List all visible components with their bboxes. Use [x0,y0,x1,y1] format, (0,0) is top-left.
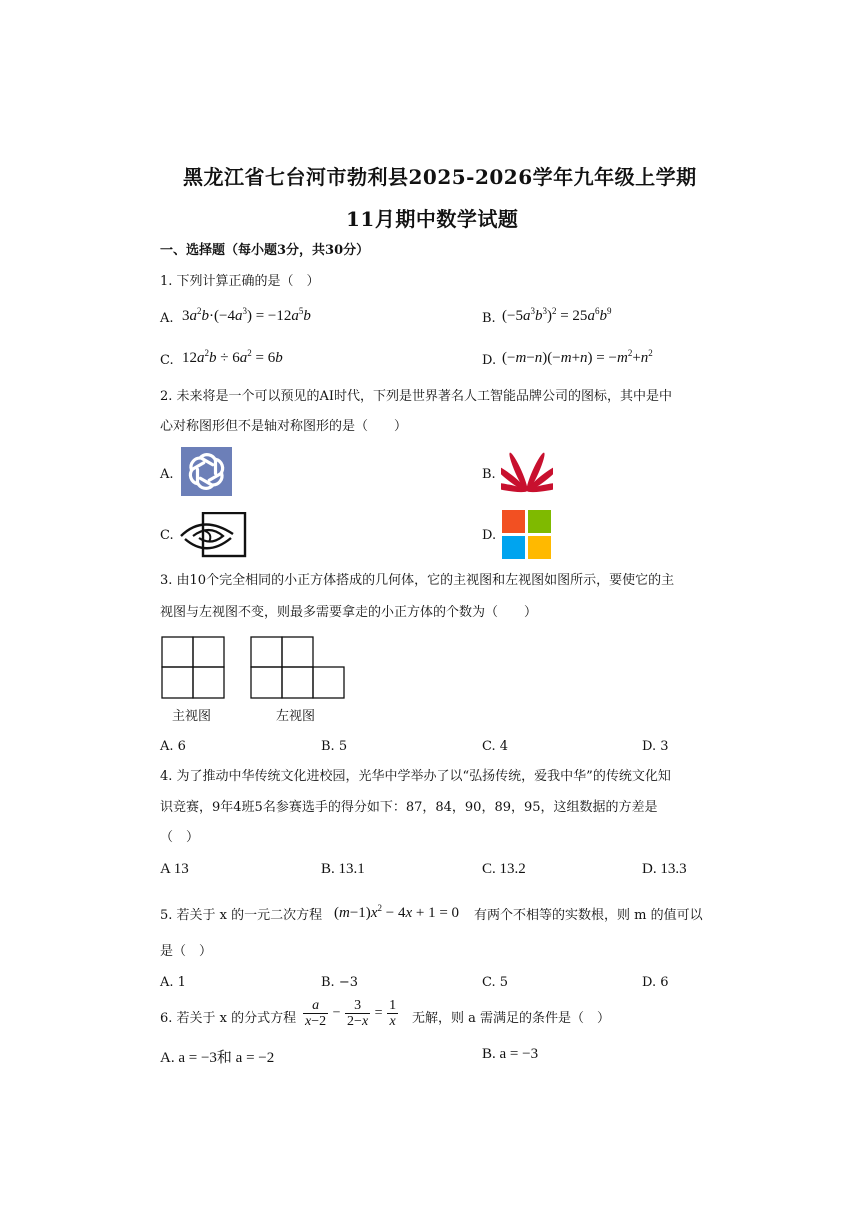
title-line-1: 黑龙江省七台河市勃利县2025-2026学年九年级上学期 [183,165,697,189]
left-view-caption: 左视图 [276,709,316,724]
front-view-diagram [161,636,225,699]
q4-option-d: D. 13.3 [642,861,687,877]
q2-option-c-label: C. [160,528,174,543]
title-line-2: 11月期中数学试题 [346,207,519,231]
q6-option-b: B. a = −3 [482,1046,539,1062]
microsoft-logo-icon [502,510,551,559]
q5-stem-suffix: 有两个不相等的实数根，则 m 的值可以 [474,908,703,923]
q4-option-a: A 13 [160,861,189,877]
q4-option-b: B. 13.1 [321,861,365,877]
q5-option-c: C. 5 [482,975,509,990]
q3-stem-line-1: 3. 由10个完全相同的小正方体搭成的几何体，它的主视图和左视图如图所示，要使它的主 [160,573,675,588]
left-view-diagram [250,636,345,699]
q1-option-b-label: B. [482,311,496,326]
q6-stem-prefix: 6. 若关于 x 的分式方程 [160,1011,297,1026]
q5-stem-prefix: 5. 若关于 x 的一元二次方程 [160,908,323,923]
q1-option-c-label: C. [160,353,174,368]
q2-option-a-label: A. [160,467,174,482]
q2-stem-line-1: 2. 未来将是一个可以预见的AI时代，下列是世界著名人工智能品牌公司的图标，其中是中 [160,389,673,404]
q4-stem-line-3: （ ） [160,830,200,845]
q1-option-a-formula: $3a^2b\cdot(-4a^3) = -12a^5b$ [182,306,311,324]
q1-option-c-formula: $12a^2b \div 6a^2 = 6b$ [182,348,283,366]
q1-stem: 1. 下列计算正确的是（ ） [160,274,320,289]
q1-option-b-formula: $(-5a^3b^3)^2 = 25a^6b^9$ [502,306,612,324]
q5-option-a: A. 1 [160,975,186,990]
q1-option-d-formula: $(-m-n)(-m+n) = -m^2+n^2$ [502,348,653,366]
q5-stem-line-2: 是（ ） [160,944,213,959]
q1-option-d-label: D. [482,353,497,368]
q3-option-d: D. 3 [642,739,669,754]
q2-option-d-label: D. [482,528,497,543]
front-view-caption: 主视图 [172,709,212,724]
q3-stem-line-2: 视图与左视图不变，则最多需要拿走的小正方体的个数为（ ） [160,605,538,620]
q5-equation: $(m-1)x^2 - 4x + 1 = 0$ [334,903,460,921]
openai-logo-icon [181,447,232,496]
section-header: 一、选择题（每小题3分，共30分） [160,243,370,258]
q4-stem-line-1: 4. 为了推动中华传统文化进校园，光华中学举办了以“弘扬传统，爱我中华”的传统文化知 [160,769,671,784]
nvidia-logo-icon [179,512,247,558]
q6-option-a: A. a = −3和 a = −2 [160,1050,275,1066]
q6-stem-suffix: 无解，则 a 需满足的条件是（ ） [412,1011,611,1026]
q5-option-d: D. 6 [642,975,669,990]
q4-stem-line-2: 识竞赛，9年4班5名参赛选手的得分如下：87，84，90，89，95，这组数据的方差是 [160,800,658,815]
q3-option-a: A. 6 [160,739,186,754]
q2-option-b-label: B. [482,467,496,482]
q3-option-b: B. 5 [321,739,348,754]
q5-option-b: B. −3 [321,975,358,990]
q2-stem-line-2: 心对称图形但不是轴对称图形的是（ ） [160,419,408,434]
q3-option-c: C. 4 [482,739,509,754]
q1-option-a-label: A. [160,311,174,326]
q4-option-c: C. 13.2 [482,861,526,877]
huawei-logo-icon [501,447,553,497]
q6-equation: $\frac{a}{x-2}$ − $\frac{3}{2-x}$ = $\frac{1}{x}$ [305,998,397,1029]
